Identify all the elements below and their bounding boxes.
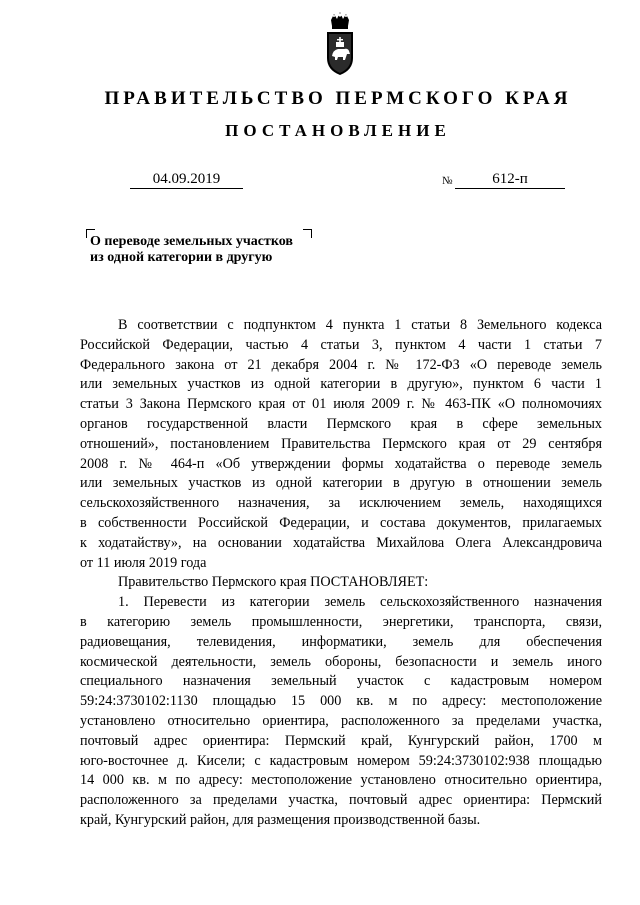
- preamble-line: В соответствии с подпунктом 4 пункта 1 статьи 8 Земельного кодекса: [118, 317, 602, 333]
- item-1-line: почтовый адрес ориентира: Пермский край, Кунгурский район, 1700 м: [80, 732, 602, 749]
- preamble-line: Федерального закона от 21 декабря 2004 г. № 172-ФЗ «О переводе земель: [80, 356, 602, 373]
- item-1-line: 1. Перевести из категории земель сельскохозяйственного назначения: [118, 594, 602, 611]
- preamble-line: или земельных участков из одной категории в другую в отношении земель: [80, 475, 602, 492]
- document-body: [80, 316, 602, 831]
- document-number: 612-п: [455, 171, 565, 189]
- document-date: 04.09.2019: [130, 171, 243, 189]
- item-1-line: край, Кунгурский район, для размещения производственной базы.: [80, 811, 481, 828]
- document-subject: [90, 234, 330, 266]
- preamble-line: статьи 3 Закона Пермского края от 01 июля 2009 г. № 463-ПК «О полномочиях: [80, 396, 602, 413]
- resolution-statement: Правительство Пермского края ПОСТАНОВЛЯЕТ:: [118, 574, 429, 591]
- preamble-line: Российской Федерации, частью 4 статьи 3, пунктом 4 части 1 статьи 7: [80, 336, 602, 353]
- preamble-line: 2008 г. № 464-п «Об утверждении формы ходатайства о переводе земель: [80, 455, 602, 472]
- preamble-line: к ходатайству», на основании ходатайства Михайлова Олега Александровича: [80, 534, 602, 551]
- organization-title: ПРАВИТЕЛЬСТВО ПЕРМСКОГО КРАЯ: [104, 88, 572, 109]
- subject-line: из одной категории в другую: [90, 250, 273, 265]
- item-1-line: в категорию земель промышленности, энергетики, транспорта, связи,: [80, 613, 602, 630]
- preamble-line: отношений», постановлением Правительства Пермского края от 29 сентября: [80, 435, 602, 452]
- item-1-line: 59:24:3730102:1130 площадью 15 000 кв. м по адресу: местоположение: [80, 693, 602, 710]
- preamble-line: сельскохозяйственного назначения, за исключением земель, находящихся: [80, 495, 602, 512]
- item-1-line: специального назначения земельный участок с кадастровым номером: [80, 673, 602, 690]
- preamble-line: органов государственной власти Пермского края в сфере земельных: [80, 415, 602, 432]
- item-1-line: космической деятельности, земель обороны, безопасности и земель иного: [80, 653, 602, 670]
- document-type-title: ПОСТАНОВЛЕНИЕ: [225, 121, 451, 140]
- preamble-line: или земельных участков из одной категории в другую», пунктом 6 части 1: [80, 376, 602, 393]
- item-1-line: расположенного за пределами участка, почтовый адрес ориентира: Пермский: [80, 792, 602, 809]
- item-1-line: установлено относительно ориентира, расположенного за пределами участка,: [80, 712, 602, 729]
- item-1-line: 14 000 кв. м по адресу: местоположение установлено относительно ориентира,: [80, 772, 602, 789]
- preamble-line: от 11 июля 2019 года: [80, 554, 207, 571]
- subject-line: О переводе земельных участков: [90, 234, 293, 249]
- number-sign: №: [442, 175, 453, 187]
- perm-krai-coat-of-arms-icon: [324, 12, 356, 76]
- preamble-line: в собственности Российской Федерации, и состава документов, прилагаемых: [80, 514, 602, 531]
- item-1-line: юго-восточнее д. Кисели; с кадастровым номером 59:24:3730102:938 площадью: [80, 752, 602, 769]
- item-1-line: радиовещания, телевидения, информатики, земель для обеспечения: [80, 633, 602, 650]
